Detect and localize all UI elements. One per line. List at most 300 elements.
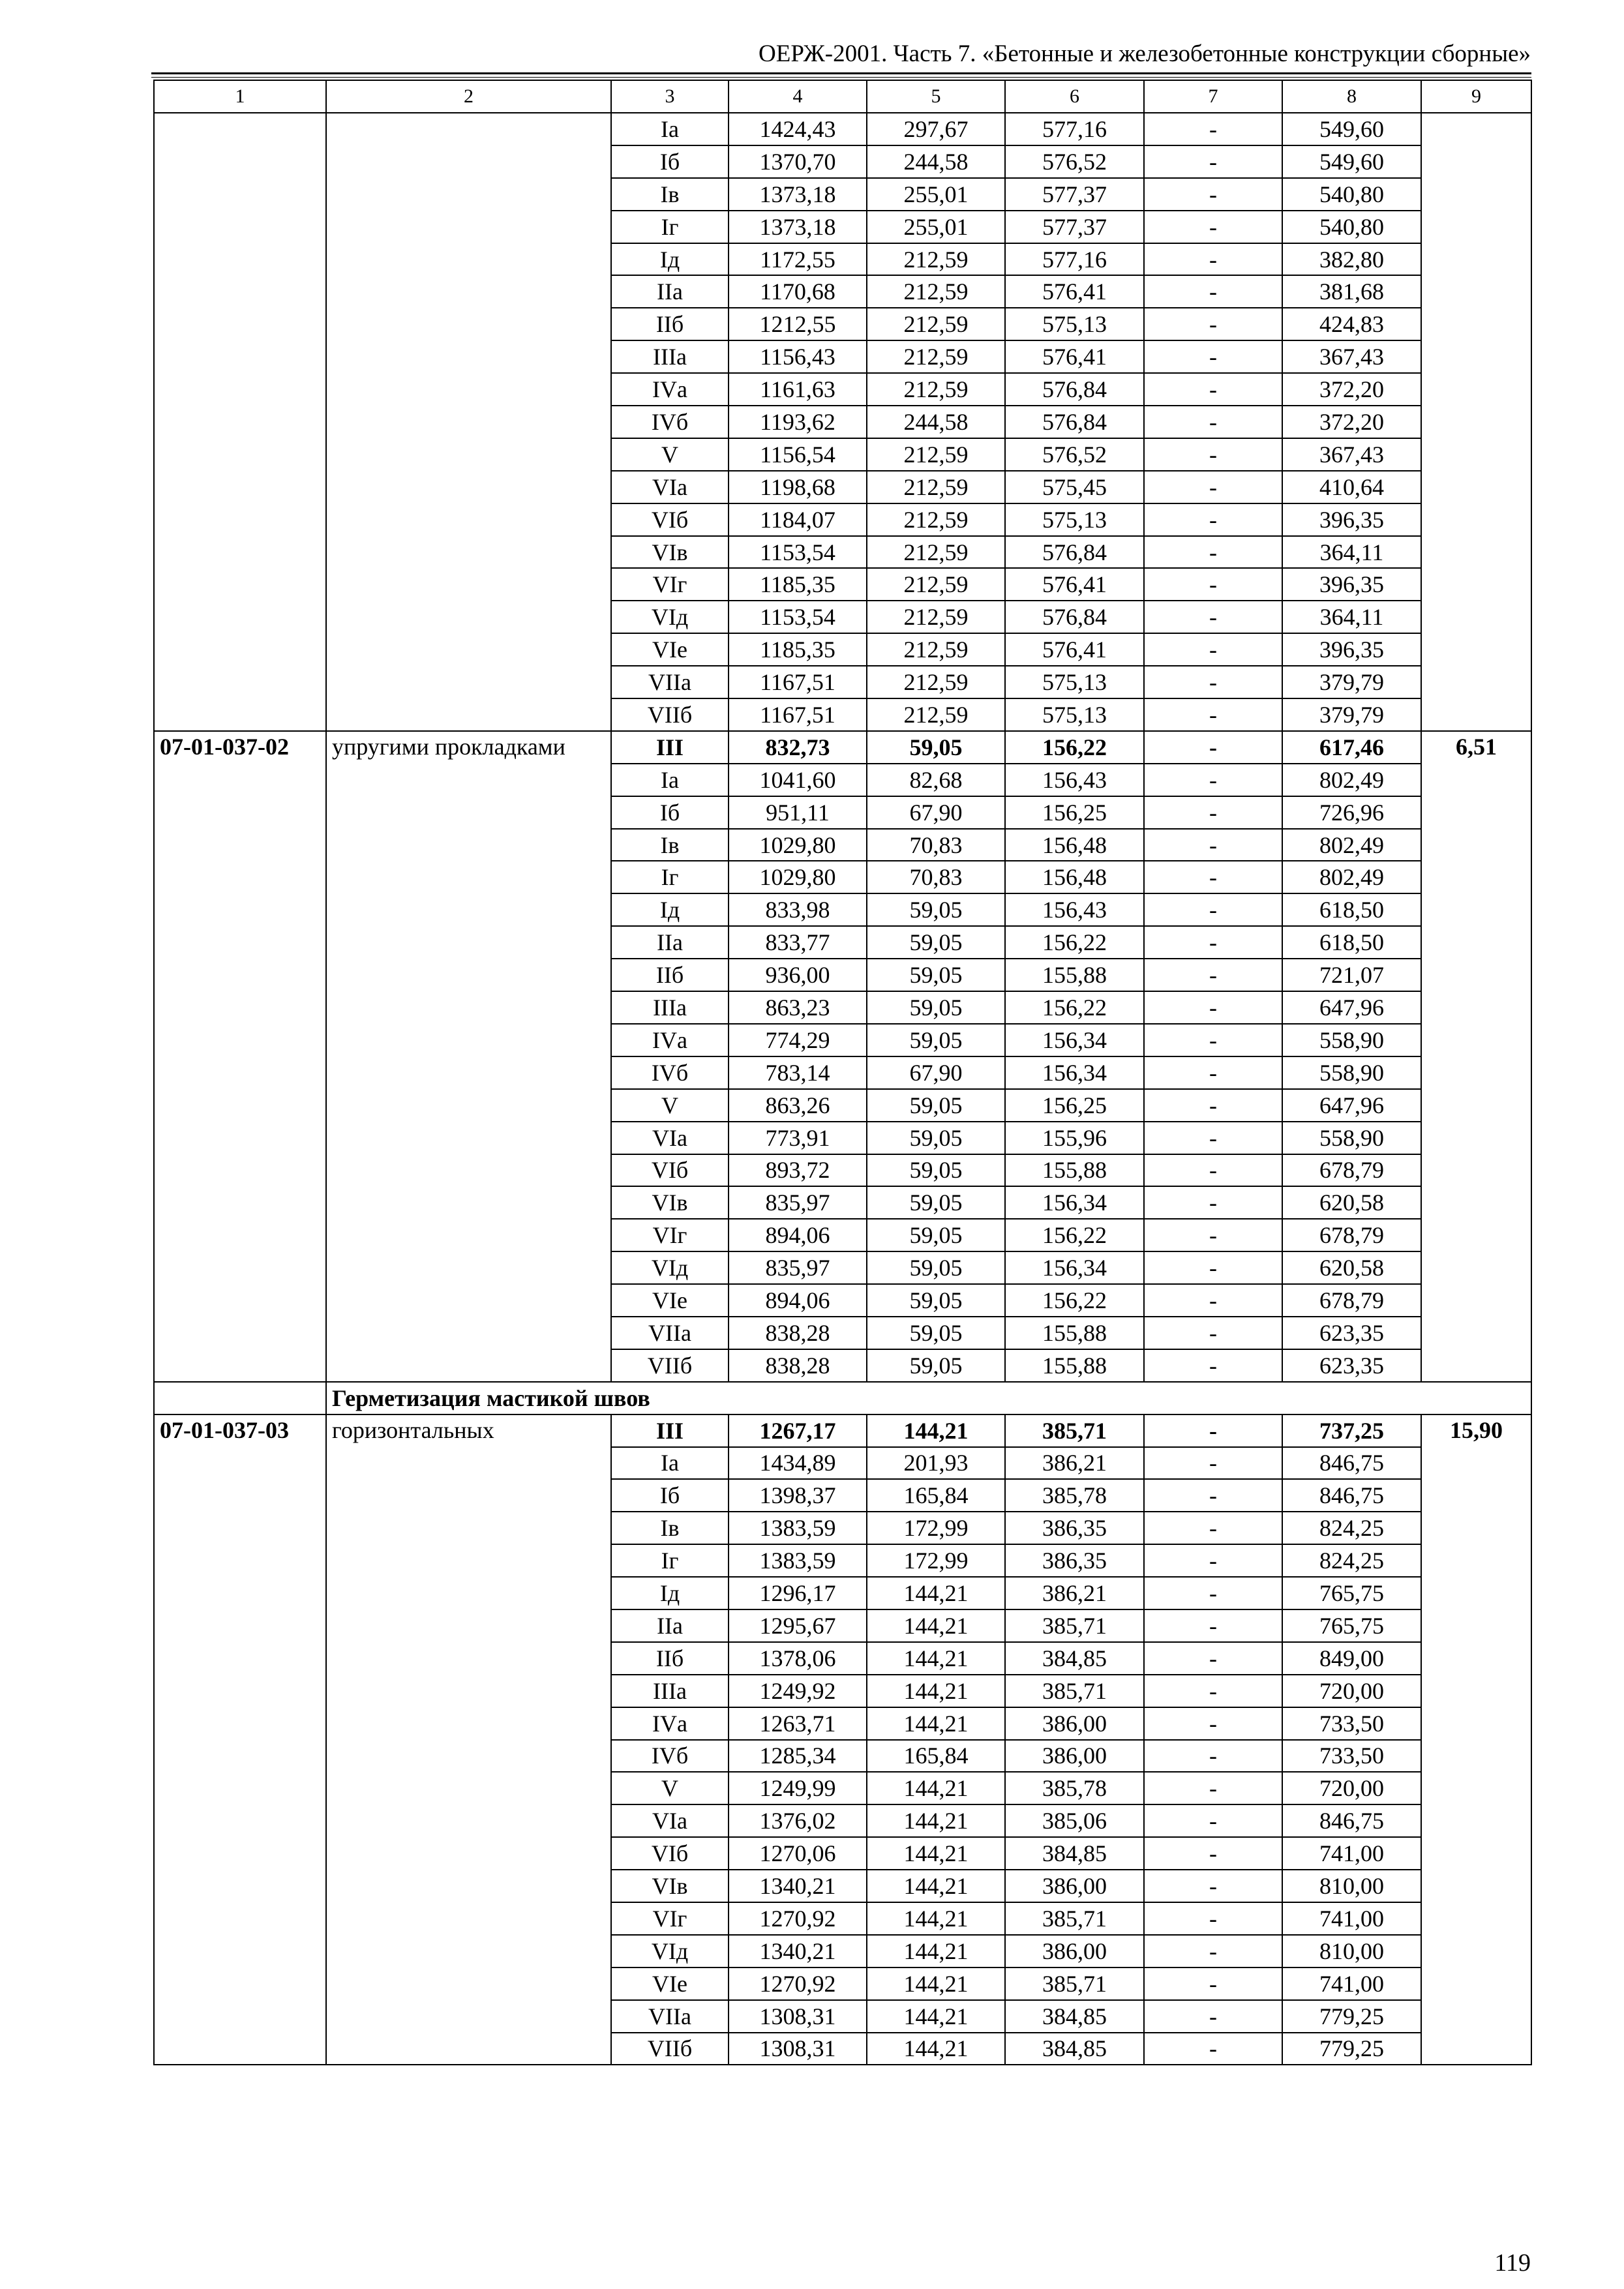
value-cell: VIа bbox=[611, 471, 729, 503]
value-cell: 385,71 bbox=[1005, 1902, 1144, 1935]
value-cell: V bbox=[611, 1772, 729, 1804]
column-number-cell: 9 bbox=[1421, 80, 1531, 113]
value-cell: 386,35 bbox=[1005, 1544, 1144, 1577]
value-cell: - bbox=[1144, 243, 1282, 276]
value-cell: 737,25 bbox=[1282, 1414, 1421, 1447]
value-cell: VIа bbox=[611, 1122, 729, 1154]
value-cell: - bbox=[1144, 275, 1282, 308]
value-cell: VIIа bbox=[611, 2000, 729, 2033]
value-cell: 575,13 bbox=[1005, 666, 1144, 698]
value-cell: 59,05 bbox=[867, 991, 1005, 1024]
value-cell: 802,49 bbox=[1282, 764, 1421, 796]
value-cell: - bbox=[1144, 1056, 1282, 1089]
value-cell: 1398,37 bbox=[729, 1479, 867, 1512]
value-cell: 386,00 bbox=[1005, 1870, 1144, 1902]
value-cell: 1156,43 bbox=[729, 340, 867, 373]
value-cell: VIг bbox=[611, 1902, 729, 1935]
value-cell: 244,58 bbox=[867, 145, 1005, 178]
value-cell: 144,21 bbox=[867, 1414, 1005, 1447]
value-cell: 846,75 bbox=[1282, 1479, 1421, 1512]
value-cell: 810,00 bbox=[1282, 1935, 1421, 1967]
value-cell: 1029,80 bbox=[729, 829, 867, 861]
value-cell: - bbox=[1144, 1707, 1282, 1740]
value-cell: Iг bbox=[611, 211, 729, 243]
value-cell: 144,21 bbox=[867, 1837, 1005, 1870]
table-body bbox=[154, 80, 1531, 2065]
value-cell: - bbox=[1144, 1935, 1282, 1967]
value-cell: 576,84 bbox=[1005, 536, 1144, 569]
value-cell: - bbox=[1144, 829, 1282, 861]
value-cell: - bbox=[1144, 731, 1282, 764]
value-cell: 1212,55 bbox=[729, 308, 867, 340]
value-cell: 1285,34 bbox=[729, 1740, 867, 1773]
value-cell: 59,05 bbox=[867, 1251, 1005, 1284]
value-cell: VIб bbox=[611, 1154, 729, 1187]
value-cell: 1383,59 bbox=[729, 1544, 867, 1577]
value-cell: - bbox=[1144, 1447, 1282, 1480]
value-cell: 156,34 bbox=[1005, 1056, 1144, 1089]
value-cell: 1270,92 bbox=[729, 1902, 867, 1935]
value-cell: Iд bbox=[611, 893, 729, 926]
value-cell: VIе bbox=[611, 633, 729, 666]
section-title: Герметизация мастикой швов bbox=[326, 1382, 1531, 1414]
value-cell: Iв bbox=[611, 829, 729, 861]
value-cell: 144,21 bbox=[867, 1675, 1005, 1707]
value-cell: 1308,31 bbox=[729, 2033, 867, 2065]
value-cell: Iг bbox=[611, 861, 729, 893]
value-cell: 59,05 bbox=[867, 1122, 1005, 1154]
value-cell: 810,00 bbox=[1282, 1870, 1421, 1902]
code-cell: 07-01-037-03 bbox=[154, 1414, 326, 2065]
value-cell: 59,05 bbox=[867, 1219, 1005, 1251]
value-cell: 678,79 bbox=[1282, 1284, 1421, 1317]
value-cell: - bbox=[1144, 1967, 1282, 2000]
value-cell: 244,58 bbox=[867, 406, 1005, 438]
name-cell: горизонтальных bbox=[326, 1414, 611, 2065]
value-cell: 156,43 bbox=[1005, 764, 1144, 796]
value-cell: 846,75 bbox=[1282, 1804, 1421, 1837]
value-cell: 144,21 bbox=[867, 1642, 1005, 1675]
value-cell: 70,83 bbox=[867, 861, 1005, 893]
value-cell: IIIа bbox=[611, 1675, 729, 1707]
value-cell: 863,23 bbox=[729, 991, 867, 1024]
value-cell: VIв bbox=[611, 536, 729, 569]
value-cell: - bbox=[1144, 893, 1282, 926]
value-cell: 733,50 bbox=[1282, 1740, 1421, 1773]
column-number-cell: 8 bbox=[1282, 80, 1421, 113]
value-cell: - bbox=[1144, 340, 1282, 373]
value-cell: 59,05 bbox=[867, 731, 1005, 764]
value-cell: IVа bbox=[611, 373, 729, 406]
value-cell: 386,00 bbox=[1005, 1935, 1144, 1967]
value-cell: 70,83 bbox=[867, 829, 1005, 861]
value-cell: 144,21 bbox=[867, 1609, 1005, 1642]
value-cell: 779,25 bbox=[1282, 2000, 1421, 2033]
value-cell: VIд bbox=[611, 601, 729, 633]
value-cell: 385,71 bbox=[1005, 1967, 1144, 2000]
value-cell: Iа bbox=[611, 113, 729, 145]
value-cell: 156,34 bbox=[1005, 1186, 1144, 1219]
value-cell: VIIб bbox=[611, 698, 729, 731]
value-cell: 833,77 bbox=[729, 926, 867, 959]
value-cell: III bbox=[611, 1414, 729, 1447]
value-cell: 59,05 bbox=[867, 1154, 1005, 1187]
value-cell: - bbox=[1144, 1024, 1282, 1056]
value-cell: IIIа bbox=[611, 991, 729, 1024]
value-cell: VIб bbox=[611, 1837, 729, 1870]
value-cell: 678,79 bbox=[1282, 1154, 1421, 1187]
value-cell: 367,43 bbox=[1282, 438, 1421, 471]
value-cell: 575,45 bbox=[1005, 471, 1144, 503]
value-cell: 364,11 bbox=[1282, 601, 1421, 633]
value-cell: 156,22 bbox=[1005, 1284, 1144, 1317]
value-cell: 1029,80 bbox=[729, 861, 867, 893]
value-cell: 558,90 bbox=[1282, 1122, 1421, 1154]
value-cell: 424,83 bbox=[1282, 308, 1421, 340]
value-cell: VIб bbox=[611, 503, 729, 536]
value-cell: VIа bbox=[611, 1804, 729, 1837]
value-cell: 59,05 bbox=[867, 1317, 1005, 1349]
value-cell: 720,00 bbox=[1282, 1772, 1421, 1804]
value-cell: 1184,07 bbox=[729, 503, 867, 536]
value-cell: IIб bbox=[611, 959, 729, 991]
value-cell: 576,84 bbox=[1005, 373, 1144, 406]
value-cell: 575,13 bbox=[1005, 503, 1144, 536]
value-cell: 1172,55 bbox=[729, 243, 867, 276]
value-cell: 1370,70 bbox=[729, 145, 867, 178]
value-cell: - bbox=[1144, 796, 1282, 829]
value-cell: 802,49 bbox=[1282, 829, 1421, 861]
table-row bbox=[154, 1414, 1531, 1447]
value-cell: 144,21 bbox=[867, 2033, 1005, 2065]
column-number-cell: 4 bbox=[729, 80, 867, 113]
value-cell: - bbox=[1144, 373, 1282, 406]
value-cell: - bbox=[1144, 926, 1282, 959]
value-cell: VIг bbox=[611, 568, 729, 601]
value-cell: 165,84 bbox=[867, 1479, 1005, 1512]
value-cell: - bbox=[1144, 1544, 1282, 1577]
header-rule-thick bbox=[151, 72, 1531, 74]
value-cell: 297,67 bbox=[867, 113, 1005, 145]
value-cell: 396,35 bbox=[1282, 503, 1421, 536]
value-cell: 67,90 bbox=[867, 796, 1005, 829]
value-cell: 846,75 bbox=[1282, 1447, 1421, 1480]
value-cell: 894,06 bbox=[729, 1219, 867, 1251]
value-cell: VIе bbox=[611, 1284, 729, 1317]
value-cell: 396,35 bbox=[1282, 568, 1421, 601]
value-cell: IVб bbox=[611, 1740, 729, 1773]
column-number-cell: 2 bbox=[326, 80, 611, 113]
value-cell: - bbox=[1144, 1089, 1282, 1122]
value-cell: 647,96 bbox=[1282, 1089, 1421, 1122]
value-cell: 384,85 bbox=[1005, 2033, 1144, 2065]
value-cell: 385,78 bbox=[1005, 1479, 1144, 1512]
value-cell: 386,00 bbox=[1005, 1707, 1144, 1740]
value-cell: 372,20 bbox=[1282, 373, 1421, 406]
value-cell: 212,59 bbox=[867, 666, 1005, 698]
value-cell: 386,21 bbox=[1005, 1577, 1144, 1609]
value-cell: 385,06 bbox=[1005, 1804, 1144, 1837]
column-number-cell: 7 bbox=[1144, 80, 1282, 113]
value-cell: 384,85 bbox=[1005, 1837, 1144, 1870]
value-cell: 779,25 bbox=[1282, 2033, 1421, 2065]
name-cell bbox=[326, 113, 611, 731]
total-cell: 15,90 bbox=[1421, 1414, 1531, 2065]
value-cell: 549,60 bbox=[1282, 113, 1421, 145]
value-cell: 1373,18 bbox=[729, 178, 867, 211]
value-cell: 212,59 bbox=[867, 340, 1005, 373]
value-cell: Iг bbox=[611, 1544, 729, 1577]
value-cell: IIа bbox=[611, 926, 729, 959]
value-cell: - bbox=[1144, 536, 1282, 569]
value-cell: 59,05 bbox=[867, 959, 1005, 991]
value-cell: - bbox=[1144, 764, 1282, 796]
code-cell bbox=[154, 113, 326, 731]
value-cell: 59,05 bbox=[867, 1024, 1005, 1056]
value-cell: 1193,62 bbox=[729, 406, 867, 438]
value-cell: 1267,17 bbox=[729, 1414, 867, 1447]
value-cell: 144,21 bbox=[867, 1707, 1005, 1740]
value-cell: 838,28 bbox=[729, 1349, 867, 1382]
value-cell: 1156,54 bbox=[729, 438, 867, 471]
value-cell: 379,79 bbox=[1282, 666, 1421, 698]
value-cell: 576,84 bbox=[1005, 601, 1144, 633]
value-cell: 384,85 bbox=[1005, 1642, 1144, 1675]
value-cell: Iд bbox=[611, 1577, 729, 1609]
value-cell: 617,46 bbox=[1282, 731, 1421, 764]
value-cell: 1041,60 bbox=[729, 764, 867, 796]
value-cell: 936,00 bbox=[729, 959, 867, 991]
value-cell: 212,59 bbox=[867, 373, 1005, 406]
value-cell: 576,52 bbox=[1005, 438, 1144, 471]
value-cell: 849,00 bbox=[1282, 1642, 1421, 1675]
value-cell: 155,88 bbox=[1005, 1349, 1144, 1382]
value-cell: 623,35 bbox=[1282, 1349, 1421, 1382]
value-cell: 577,16 bbox=[1005, 113, 1144, 145]
value-cell: 212,59 bbox=[867, 471, 1005, 503]
value-cell: - bbox=[1144, 1512, 1282, 1544]
value-cell: 618,50 bbox=[1282, 893, 1421, 926]
value-cell: 372,20 bbox=[1282, 406, 1421, 438]
value-cell: 1340,21 bbox=[729, 1870, 867, 1902]
value-cell: - bbox=[1144, 2033, 1282, 2065]
value-cell: 212,59 bbox=[867, 243, 1005, 276]
value-cell: IIа bbox=[611, 1609, 729, 1642]
value-cell: 212,59 bbox=[867, 698, 1005, 731]
value-cell: - bbox=[1144, 601, 1282, 633]
value-cell: Iд bbox=[611, 243, 729, 276]
value-cell: 576,41 bbox=[1005, 568, 1144, 601]
total-cell: 6,51 bbox=[1421, 731, 1531, 1382]
value-cell: - bbox=[1144, 1675, 1282, 1707]
value-cell: - bbox=[1144, 1577, 1282, 1609]
value-cell: VIIа bbox=[611, 666, 729, 698]
name-cell: упругими прокладками bbox=[326, 731, 611, 1382]
value-cell: 364,11 bbox=[1282, 536, 1421, 569]
value-cell: IVа bbox=[611, 1024, 729, 1056]
value-cell: 1185,35 bbox=[729, 633, 867, 666]
column-number-row bbox=[154, 80, 1531, 113]
value-cell: 59,05 bbox=[867, 1089, 1005, 1122]
value-cell: III bbox=[611, 731, 729, 764]
value-cell: 540,80 bbox=[1282, 211, 1421, 243]
value-cell: 824,25 bbox=[1282, 1512, 1421, 1544]
value-cell: 156,25 bbox=[1005, 796, 1144, 829]
value-cell: 1198,68 bbox=[729, 471, 867, 503]
value-cell: VIIа bbox=[611, 1317, 729, 1349]
value-cell: - bbox=[1144, 1284, 1282, 1317]
value-cell: 1434,89 bbox=[729, 1447, 867, 1480]
value-cell: 838,28 bbox=[729, 1317, 867, 1349]
value-cell: 894,06 bbox=[729, 1284, 867, 1317]
value-cell: IVб bbox=[611, 406, 729, 438]
value-cell: 212,59 bbox=[867, 568, 1005, 601]
total-cell bbox=[1421, 113, 1531, 731]
value-cell: VIе bbox=[611, 1967, 729, 2000]
value-cell: 201,93 bbox=[867, 1447, 1005, 1480]
value-cell: IIб bbox=[611, 308, 729, 340]
value-cell: - bbox=[1144, 406, 1282, 438]
value-cell: 721,07 bbox=[1282, 959, 1421, 991]
value-cell: 156,22 bbox=[1005, 731, 1144, 764]
value-cell: - bbox=[1144, 633, 1282, 666]
value-cell: - bbox=[1144, 1902, 1282, 1935]
page-header-title: ОЕРЖ-2001. Часть 7. «Бетонные и железобетонные конструкции сборные» bbox=[759, 40, 1531, 67]
value-cell: 1153,54 bbox=[729, 536, 867, 569]
value-cell: 255,01 bbox=[867, 211, 1005, 243]
value-cell: 156,34 bbox=[1005, 1251, 1144, 1284]
value-cell: V bbox=[611, 1089, 729, 1122]
value-cell: IVб bbox=[611, 1056, 729, 1089]
value-cell: 59,05 bbox=[867, 893, 1005, 926]
value-cell: - bbox=[1144, 666, 1282, 698]
value-cell: 1167,51 bbox=[729, 698, 867, 731]
value-cell: 549,60 bbox=[1282, 145, 1421, 178]
value-cell: 576,52 bbox=[1005, 145, 1144, 178]
column-number-cell: 3 bbox=[611, 80, 729, 113]
value-cell: 577,37 bbox=[1005, 178, 1144, 211]
value-cell: 144,21 bbox=[867, 1804, 1005, 1837]
value-cell: 620,58 bbox=[1282, 1186, 1421, 1219]
section-header-row bbox=[154, 1382, 1531, 1414]
value-cell: Iб bbox=[611, 1479, 729, 1512]
header-rule-thin bbox=[151, 77, 1531, 78]
value-cell: 379,79 bbox=[1282, 698, 1421, 731]
value-cell: 620,58 bbox=[1282, 1251, 1421, 1284]
value-cell: - bbox=[1144, 861, 1282, 893]
value-cell: - bbox=[1144, 1642, 1282, 1675]
value-cell: 172,99 bbox=[867, 1544, 1005, 1577]
value-cell: - bbox=[1144, 1609, 1282, 1642]
value-cell: - bbox=[1144, 1804, 1282, 1837]
value-cell: 172,99 bbox=[867, 1512, 1005, 1544]
value-cell: - bbox=[1144, 1122, 1282, 1154]
value-cell: Iб bbox=[611, 796, 729, 829]
value-cell: - bbox=[1144, 1479, 1282, 1512]
value-cell: - bbox=[1144, 1772, 1282, 1804]
value-cell: 1270,92 bbox=[729, 1967, 867, 2000]
value-cell: 386,35 bbox=[1005, 1512, 1144, 1544]
value-cell: 893,72 bbox=[729, 1154, 867, 1187]
value-cell: 783,14 bbox=[729, 1056, 867, 1089]
value-cell: VIIб bbox=[611, 2033, 729, 2065]
value-cell: - bbox=[1144, 1154, 1282, 1187]
value-cell: 144,21 bbox=[867, 2000, 1005, 2033]
value-cell: 1263,71 bbox=[729, 1707, 867, 1740]
value-cell: 576,84 bbox=[1005, 406, 1144, 438]
value-cell: 156,43 bbox=[1005, 893, 1144, 926]
value-cell: 144,21 bbox=[867, 1902, 1005, 1935]
value-cell: - bbox=[1144, 113, 1282, 145]
value-cell: 59,05 bbox=[867, 926, 1005, 959]
value-cell: 1161,63 bbox=[729, 373, 867, 406]
value-cell: 832,73 bbox=[729, 731, 867, 764]
value-cell: 386,21 bbox=[1005, 1447, 1144, 1480]
value-cell: 156,22 bbox=[1005, 926, 1144, 959]
value-cell: 1383,59 bbox=[729, 1512, 867, 1544]
value-cell: - bbox=[1144, 698, 1282, 731]
value-cell: - bbox=[1144, 503, 1282, 536]
value-cell: 385,71 bbox=[1005, 1414, 1144, 1447]
value-cell: 255,01 bbox=[867, 178, 1005, 211]
value-cell: 576,41 bbox=[1005, 633, 1144, 666]
value-cell: 1295,67 bbox=[729, 1609, 867, 1642]
value-cell: - bbox=[1144, 1317, 1282, 1349]
value-cell: 575,13 bbox=[1005, 698, 1144, 731]
value-cell: 1270,06 bbox=[729, 1837, 867, 1870]
value-cell: 802,49 bbox=[1282, 861, 1421, 893]
value-cell: 396,35 bbox=[1282, 633, 1421, 666]
value-cell: - bbox=[1144, 959, 1282, 991]
value-cell: 155,88 bbox=[1005, 1317, 1144, 1349]
value-cell: 144,21 bbox=[867, 1772, 1005, 1804]
value-cell: 835,97 bbox=[729, 1251, 867, 1284]
value-cell: 1185,35 bbox=[729, 568, 867, 601]
value-cell: Iв bbox=[611, 178, 729, 211]
value-cell: 212,59 bbox=[867, 536, 1005, 569]
value-cell: Iб bbox=[611, 145, 729, 178]
value-cell: 558,90 bbox=[1282, 1024, 1421, 1056]
value-cell: - bbox=[1144, 145, 1282, 178]
value-cell: 773,91 bbox=[729, 1122, 867, 1154]
table-row bbox=[154, 731, 1531, 764]
value-cell: VIIб bbox=[611, 1349, 729, 1382]
value-cell: 577,37 bbox=[1005, 211, 1144, 243]
value-cell: IIIа bbox=[611, 340, 729, 373]
value-cell: - bbox=[1144, 308, 1282, 340]
value-cell: 733,50 bbox=[1282, 1707, 1421, 1740]
value-cell: 381,68 bbox=[1282, 275, 1421, 308]
value-cell: - bbox=[1144, 1349, 1282, 1382]
value-cell: 156,48 bbox=[1005, 829, 1144, 861]
value-cell: 951,11 bbox=[729, 796, 867, 829]
value-cell: 1249,99 bbox=[729, 1772, 867, 1804]
value-cell: 212,59 bbox=[867, 308, 1005, 340]
value-cell: 1424,43 bbox=[729, 113, 867, 145]
value-cell: 678,79 bbox=[1282, 1219, 1421, 1251]
value-cell: VIв bbox=[611, 1870, 729, 1902]
value-cell: 540,80 bbox=[1282, 178, 1421, 211]
value-cell: 741,00 bbox=[1282, 1837, 1421, 1870]
value-cell: VIг bbox=[611, 1219, 729, 1251]
value-cell: 385,71 bbox=[1005, 1609, 1144, 1642]
value-cell: 385,71 bbox=[1005, 1675, 1144, 1707]
value-cell: 774,29 bbox=[729, 1024, 867, 1056]
value-cell: 647,96 bbox=[1282, 991, 1421, 1024]
value-cell: 156,22 bbox=[1005, 1219, 1144, 1251]
value-cell: 558,90 bbox=[1282, 1056, 1421, 1089]
value-cell: 212,59 bbox=[867, 601, 1005, 633]
